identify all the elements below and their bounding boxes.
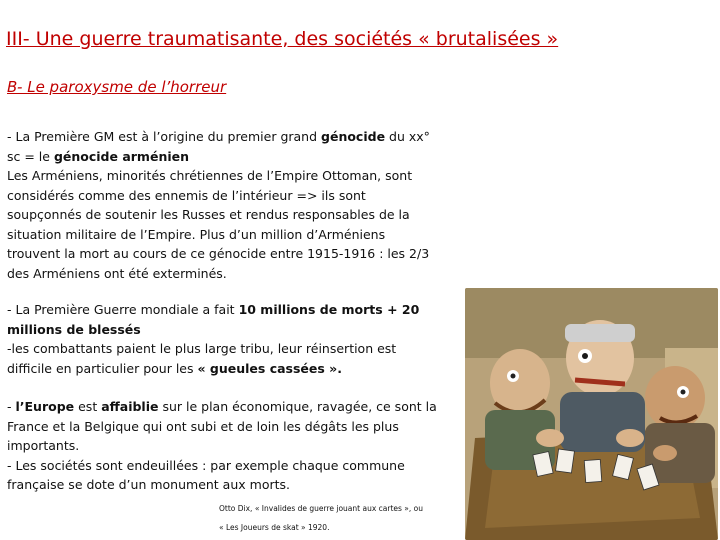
slide-title: III- Une guerre traumatisante, des sociétés « brutalisées » [6, 28, 559, 50]
text-bold: affaiblie [101, 399, 159, 414]
painting-caption-line2: « Les Joueurs de skat » 1920. [219, 523, 330, 532]
painting-caption-line1: Otto Dix, « Invalides de guerre jouant aux cartes », ou [219, 504, 424, 513]
text-run: - La Première GM est à l’origine du premier grand [7, 129, 322, 144]
paragraph-europe [7, 397, 437, 495]
text-run: Les Arméniens, minorités chrétiennes de l’Empire Ottoman, sont considérés comme des ennemis de l’intérieur => ils sont soupçonnés de soutenir les Russes et rendus responsables de la situation militaire de l’Empire. Plus d’un million d’Arméniens trouvent la mort au cours de ce génocide entre 1915-1916 : les 2/3 des Arméniens ont été exterminés. [7, 168, 430, 281]
text-bold: l’Europe [15, 399, 75, 414]
text-run: sur le plan économique, ravagée, ce sont la France et la Belgique qui ont subi et de loin les dégâts les plus importants. [7, 399, 437, 453]
text-run: - [7, 399, 16, 414]
paragraph-genocide [7, 127, 437, 283]
text-bold: génocide arménien [53, 148, 189, 164]
paragraph-casualties [7, 300, 437, 378]
text-run: -les combattants paient le plus large tribu, leur réinsertion est difficile en particulier pour les [7, 341, 397, 376]
text-run: - Les sociétés sont endeuillées : par exemple chaque commune française se dote d’un monument aux morts. [7, 457, 405, 492]
text-run: du xx° sc = le [7, 129, 430, 164]
text-bold: génocide [321, 129, 386, 144]
skat-players-painting-icon [465, 288, 718, 540]
text-run: - La Première Guerre mondiale a fait [7, 302, 239, 317]
text-run: est [74, 399, 102, 414]
slide-subtitle: B- Le paroxysme de l’horreur [7, 78, 227, 96]
text-bold: « gueules cassées ». [197, 360, 342, 376]
text-bold: 10 millions de morts + 20 millions de blessés [7, 302, 420, 337]
painting-image [465, 288, 718, 540]
